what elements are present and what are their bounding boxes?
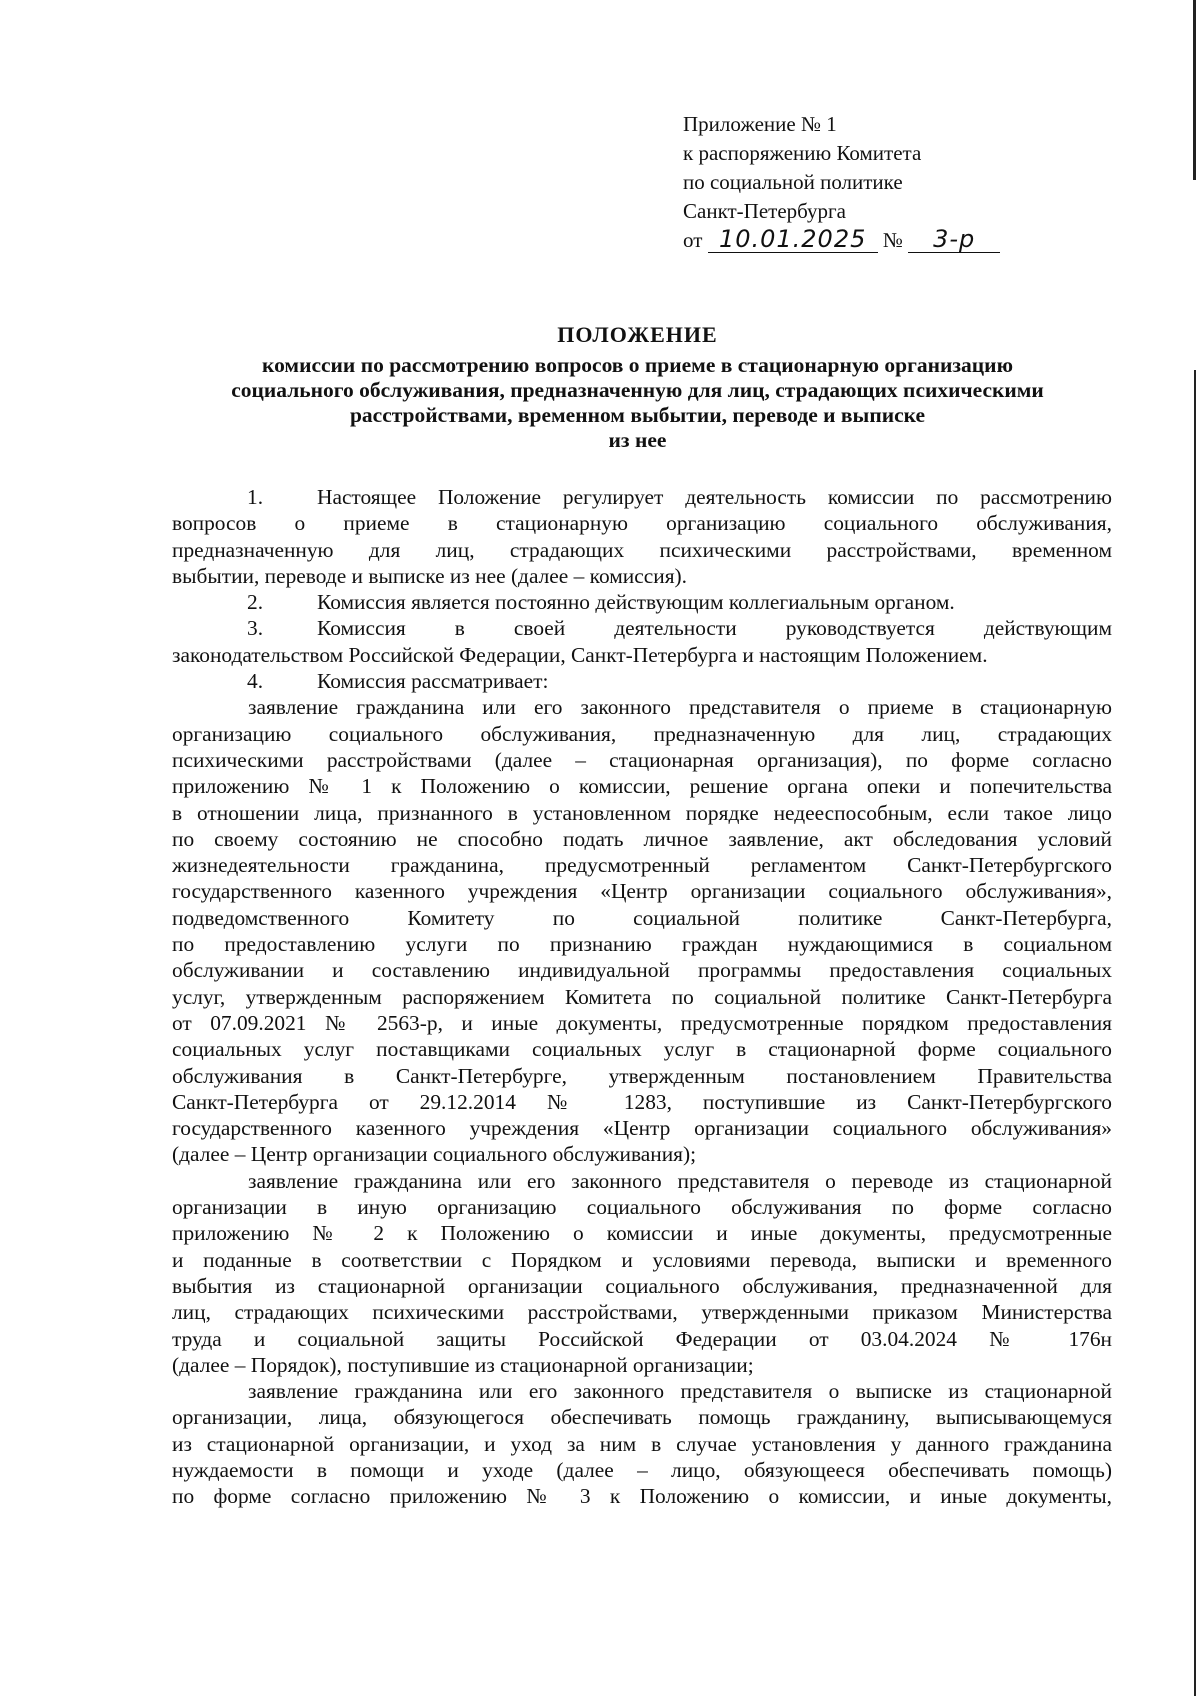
title-line: социального обслуживания, предназначенную для лиц, страдающих психическими (231, 378, 1044, 402)
body-line: нуждаемости в помощи и уходе (далее – лицо, обязующееся обеспечивать помощь) (172, 1457, 1112, 1482)
body-line: по предоставлению услуги по признанию граждан нуждающимися в социальном (172, 932, 1112, 957)
appendix-line: Приложение № 1 (683, 112, 837, 136)
appendix-block (683, 110, 1000, 255)
body-line: и поданные в соответствии с Порядком и условиями перевода, выписки и временного (172, 1247, 1112, 1272)
item-number: 2. (247, 590, 264, 615)
body-line: обслуживании и составлению индивидуальной программы предоставления социальных (172, 958, 1112, 983)
title-line: расстройствами, временном выбытии, переводе и выписке (349, 403, 926, 427)
body-line: заявление гражданина или его законного представителя о переводе из стационарной (248, 1168, 1112, 1193)
handwritten-date: 10.01.2025 (718, 225, 867, 253)
body-line: услуг, утвержденным распоряжением Комитета по социальной политике Санкт-Петербурга (172, 984, 1112, 1009)
appendix-line: по социальной политике (683, 170, 903, 194)
item-number: 1. (247, 485, 264, 509)
scan-edge-line (1194, 370, 1196, 1696)
body-line-text: Комиссия является постоянно действующим коллегиальным органом. (317, 590, 955, 615)
body-line: психическими расстройствами (далее – стационарная организация), по форме согласно (172, 747, 1112, 772)
body-line: подведомственного Комитету по социальной политике Санкт-Петербурга, (172, 905, 1112, 930)
body-line (172, 589, 1112, 615)
appendix-date-line (683, 226, 1000, 255)
body-line-text: Настоящее Положение регулирует деятельность комиссии по рассмотрению (317, 485, 1112, 509)
body-line: государственного казенного учреждения «Центр организации социального обслуживания», (172, 879, 1112, 904)
body-line: предназначенную для лиц, страдающих психическими расстройствами, временном (172, 537, 1112, 562)
body-line: приложению № 1 к Положению о комиссии, решение органа опеки и попечительства (172, 774, 1112, 799)
body-line: вопросов о приеме в стационарную организацию социального обслуживания, (172, 511, 1112, 536)
body-line: приложению № 2 к Положению о комиссии и иные документы, предусмотренные (172, 1221, 1112, 1246)
body-line: законодательством Российской Федерации, Санкт-Петербурга и настоящим Положением. (172, 642, 988, 667)
body-line: труда и социальной защиты Российской Федерации от 03.04.2024 № 176н (172, 1326, 1112, 1351)
appendix-line: Санкт-Петербурга (683, 199, 846, 223)
title-line: комиссии по рассмотрению вопросов о приеме в стационарную организацию (261, 353, 1014, 377)
body-line (172, 668, 1112, 694)
number-prefix: № (882, 228, 903, 252)
body-line: выбытии, переводе и выписке из нее (далее – комиссия). (172, 563, 688, 588)
date-prefix: от (683, 228, 703, 252)
body-line: по своему состоянию не способно подать личное заявление, акт обследования условий (172, 826, 1112, 851)
body-line: организацию социального обслуживания, предназначенную для лиц, страдающих (172, 721, 1112, 746)
body-line: жизнедеятельности гражданина, предусмотренный регламентом Санкт-Петербургского (172, 853, 1112, 878)
document-body (172, 484, 1112, 1510)
body-line-text: Комиссия рассматривает: (317, 669, 549, 694)
body-line: заявление гражданина или его законного представителя о приеме в стационарную (248, 695, 1112, 720)
body-line: лиц, страдающих психическими расстройствами, утвержденными приказом Министерства (172, 1300, 1112, 1325)
body-line: выбытия из стационарной организации социального обслуживания, предназначенной для (172, 1273, 1112, 1298)
body-line: в отношении лица, признанного в установленном порядке недееспособным, если такое лицо (172, 800, 1112, 825)
title-heading: ПОЛОЖЕНИЕ (557, 322, 718, 347)
body-line: от 07.09.2021 № 2563-р, и иные документы, предусмотренные порядком предоставления (172, 1010, 1112, 1035)
scan-edge-line (1193, 0, 1196, 180)
document-title (165, 322, 1110, 453)
body-line: социальных услуг поставщиками социальных услуг в стационарной форме социального (172, 1037, 1112, 1062)
item-number: 3. (247, 616, 264, 641)
item-number: 4. (247, 669, 264, 694)
body-line-text: Комиссия в своей деятельности руководствуется действующим (317, 616, 1112, 641)
body-line: (далее – Центр организации социального обслуживания); (172, 1142, 697, 1167)
body-line: Санкт-Петербурга от 29.12.2014 № 1283, поступившие из Санкт-Петербургского (172, 1089, 1112, 1114)
body-line: государственного казенного учреждения «Центр организации социального обслуживания» (172, 1116, 1112, 1141)
appendix-line: к распоряжению Комитета (683, 141, 922, 165)
body-line: обслуживания в Санкт-Петербурге, утвержденным постановлением Правительства (172, 1063, 1112, 1088)
body-line: из стационарной организации, и уход за ним в случае установления у данного гражданина (172, 1431, 1112, 1456)
handwritten-number: 3-р (933, 225, 976, 253)
body-line: по форме согласно приложению № 3 к Положению о комиссии, и иные документы, (172, 1484, 1112, 1509)
body-line: организации, лица, обязующегося обеспечивать помощь гражданину, выписывающемуся (172, 1405, 1112, 1430)
number-field (908, 227, 1000, 253)
title-line: из нее (608, 428, 667, 452)
body-line: организации в иную организацию социального обслуживания по форме согласно (172, 1195, 1112, 1220)
date-field (708, 227, 878, 253)
body-line: (далее – Порядок), поступившие из стационарной организации; (172, 1352, 754, 1377)
body-line (172, 615, 1112, 641)
body-line: заявление гражданина или его законного представителя о выписке из стационарной (248, 1379, 1112, 1404)
body-line (172, 484, 1112, 510)
